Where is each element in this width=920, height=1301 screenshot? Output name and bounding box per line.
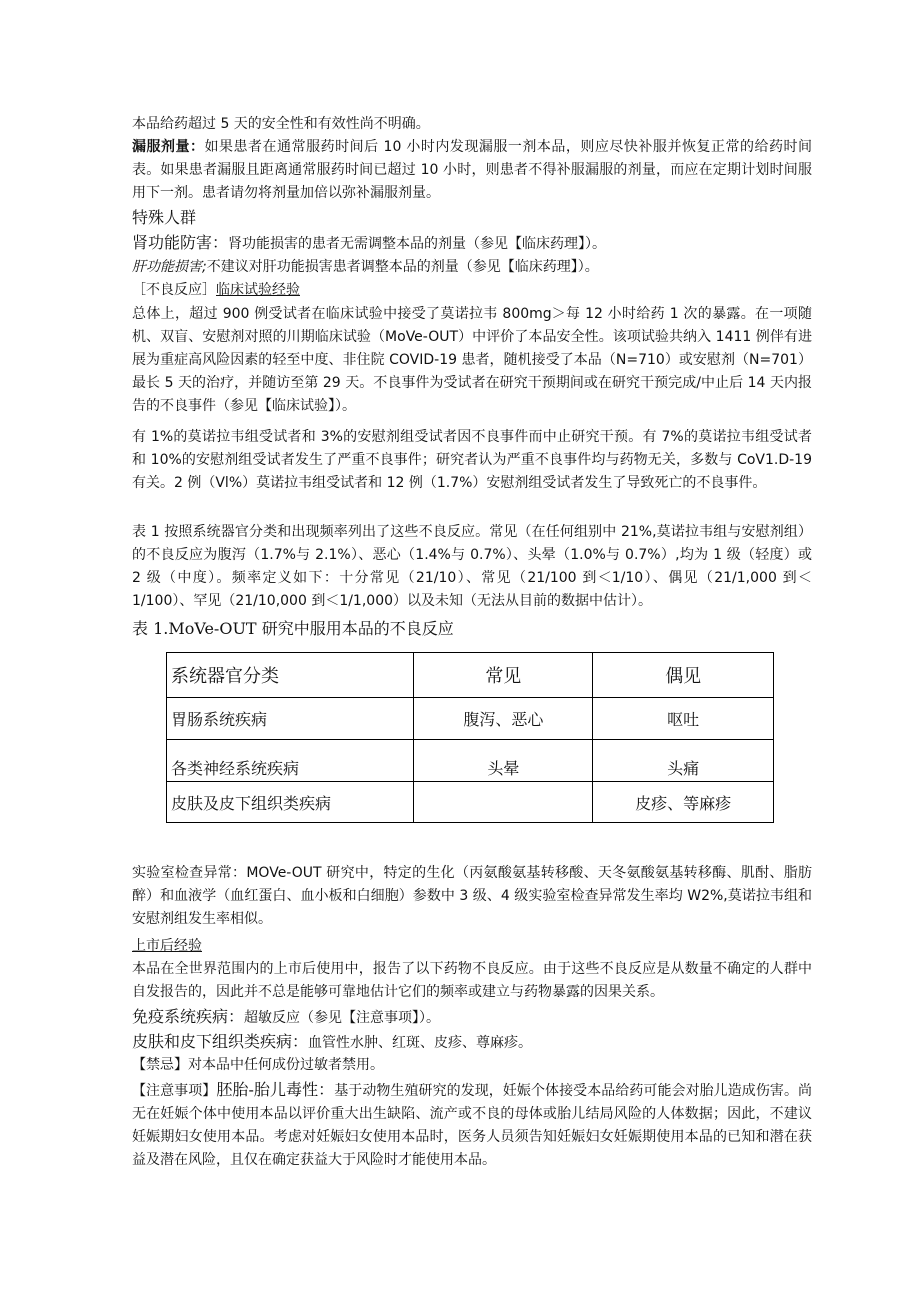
renal-label: 肾功能防害： — [132, 233, 229, 252]
paragraph-hepatic — [132, 256, 812, 279]
missed-dose-label: 漏服剂量： — [132, 139, 205, 155]
immune-text: 超敏反应（参见【注意事项】）。 — [244, 1010, 441, 1026]
skin-text: 血管性水肿、红斑、皮疹、尊麻疹。 — [308, 1035, 533, 1051]
paragraph-precautions — [132, 1078, 812, 1172]
table-cell: 头晕 — [414, 740, 593, 782]
table-cell: 头痛 — [593, 740, 774, 782]
paragraph-missed-dose — [132, 136, 812, 205]
table-cell: 呕吐 — [593, 698, 774, 740]
postmarketing-label: 上市后经验 — [132, 938, 202, 954]
adverse-reactions-heading — [132, 279, 812, 302]
table-row — [167, 740, 774, 782]
table-cell — [414, 782, 593, 823]
table-cell: 胃肠系统疾病 — [167, 698, 414, 740]
table-header-cell: 系统器官分类 — [167, 653, 414, 698]
adverse-reactions-table — [166, 652, 774, 823]
table-caption: 表 1.MoVe-OUT 研究中服用本品的不良反应 — [132, 619, 454, 638]
embryo-fetal-toxicity-label: 胚胎-胎儿毒性： — [216, 1080, 335, 1099]
contraindications-label: 【禁忌】 — [132, 1057, 188, 1073]
immune-label: 免疫系统疾病： — [132, 1007, 245, 1026]
table-row — [167, 698, 774, 740]
skin-label: 皮肤和皮下组织类疾病： — [132, 1032, 309, 1051]
hepatic-label: 肝功能损害; — [132, 259, 207, 275]
table-cell: 各类神经系统疾病 — [167, 740, 414, 782]
missed-dose-text: 如果患者在通常服药时间后 10 小时内发现漏服一剂本品，则应尽快补服并恢复正常的给药时间表。如果患者漏服且距离通常服药时间已超过 10 小时，则患者不得补服漏服的剂量，而应在定期计划时间服用下一剂。患者请勿将剂量加倍以弥补漏服剂量。 — [132, 139, 812, 201]
paragraph-contraindications — [132, 1054, 812, 1077]
precautions-label: 【注意事项】 — [132, 1083, 217, 1099]
contraindications-text: 对本品中任何成份过敏者禁用。 — [188, 1057, 384, 1073]
paragraph-renal — [132, 231, 812, 256]
paragraph-table-intro: 表 1 按照系统器官分类和出现频率列出了这些不良反应。常见（在任何组别中 21%,莫诺拉韦组与安慰剂组）的不良反应为腹泻（1.7%与 2.1%）、恶心（1.4%与 0.7%）、头晕（1.0%与 0.7%）,均为 1 级（轻度）或 2 级（中度）。频率定义如下：十分常见（21/10）、常见（21/100 到＜1/10）、偶见（21/1,000 到＜1/100）、罕见（21/10,000 到＜1/1,000）以及未知（无法从目前的数据中估计）。 — [132, 524, 812, 609]
table-header-cell: 常见 — [414, 653, 593, 698]
clinical-trial-experience-label: 临床试验经验 — [216, 282, 300, 298]
paragraph-lab-abnormalities: 实验室检查异常：MOVe-OUT 研究中，特定的生化（丙氨酸氨基转移酸、天冬氨酸氨基转移酶、肌酎、脂肪醉）和血液学（血红蛋白、血小板和白细胞）参数中 3 级、4 级实验室检查异常发生率均 W2%,莫诺拉韦组和安慰剂组发生率相似。 — [132, 865, 812, 927]
precautions-text: 基于动物生殖研究的发现，妊娠个体接受本品给药可能会对胎儿造成伤害。尚无在妊娠个体中使用本品以评价重大出生缺陷、流产或不良的母体或胎儿结局风险的人体数据；因此，不建议妊娠期妇女使用本品。考虑对妊娠妇女使用本品时，医务人员须告知妊娠妇女妊娠期使用本品的已知和潜在获益及潜在风险，且仅在确定获益大于风险时才能使用本品。 — [132, 1083, 813, 1168]
table-cell: 腹泻、恶心 — [414, 698, 593, 740]
table-header-row — [167, 653, 774, 698]
paragraph-immune — [132, 1005, 812, 1030]
renal-text: 肾功能损害的患者无需调整本品的剂量（参见【临床药理】）。 — [228, 236, 607, 252]
hepatic-text: 不建议对肝功能损害患者调整本品的剂量（参见【临床药理】）。 — [206, 259, 599, 275]
table-header-cell: 偶见 — [593, 653, 774, 698]
table-row — [167, 782, 774, 823]
table-cell: 皮肤及皮下组织类疾病 — [167, 782, 414, 823]
table-cell: 皮疹、等麻疹 — [593, 782, 774, 823]
paragraph-duration: 本品给药超过 5 天的安全性和有效性尚不明确。 — [132, 116, 430, 132]
special-populations-heading: 特殊人群 — [132, 208, 197, 227]
adverse-label: ［不良反应］ — [132, 282, 216, 298]
paragraph-skin — [132, 1030, 812, 1055]
paragraph-overall-exposure: 总体上，超过 900 例受试者在临床试验中接受了莫诺拉韦 800mg＞每 12 小时给药 1 次的暴露。在一项随机、双盲、安慰剂对照的川期临床试验（MoVe-OUT）中评价了本品安全性。该项试验共纳入 1411 例伴有进展为重症高风险因素的轻至中度、非住院 COVID-19 患者，随机接受了本品（N=710）或安慰剂（N=701）最长 5 天的治疗，并随访至第 29 天。不良事件为受试者在研究干预期间或在研究干预完成/中止后 14 天内报告的不良事件（参见【临床试验】）。 — [132, 306, 812, 414]
paragraph-postmarketing: 本品在全世界范围内的上市后使用中，报告了以下药物不良反应。由于这些不良反应是从数量不确定的人群中自发报告的，因此并不总是能够可靠地估计它们的频率或建立与药物暴露的因果关系。 — [132, 961, 812, 1000]
postmarketing-heading — [132, 935, 812, 958]
paragraph-discontinuation: 有 1%的莫诺拉韦组受试者和 3%的安慰剂组受试者因不良事件而中止研究干预。有 7%的莫诺拉韦组受试者和 10%的安慰剂组受试者发生了严重不良事件；研究者认为严重不良事件均与药物无关，多数与 CoV1.D-19 有关。2 例（Vl%）莫诺拉韦组受试者和 12 例（1.7%）安慰剂组受试者发生了导致死亡的不良事件。 — [132, 429, 812, 491]
